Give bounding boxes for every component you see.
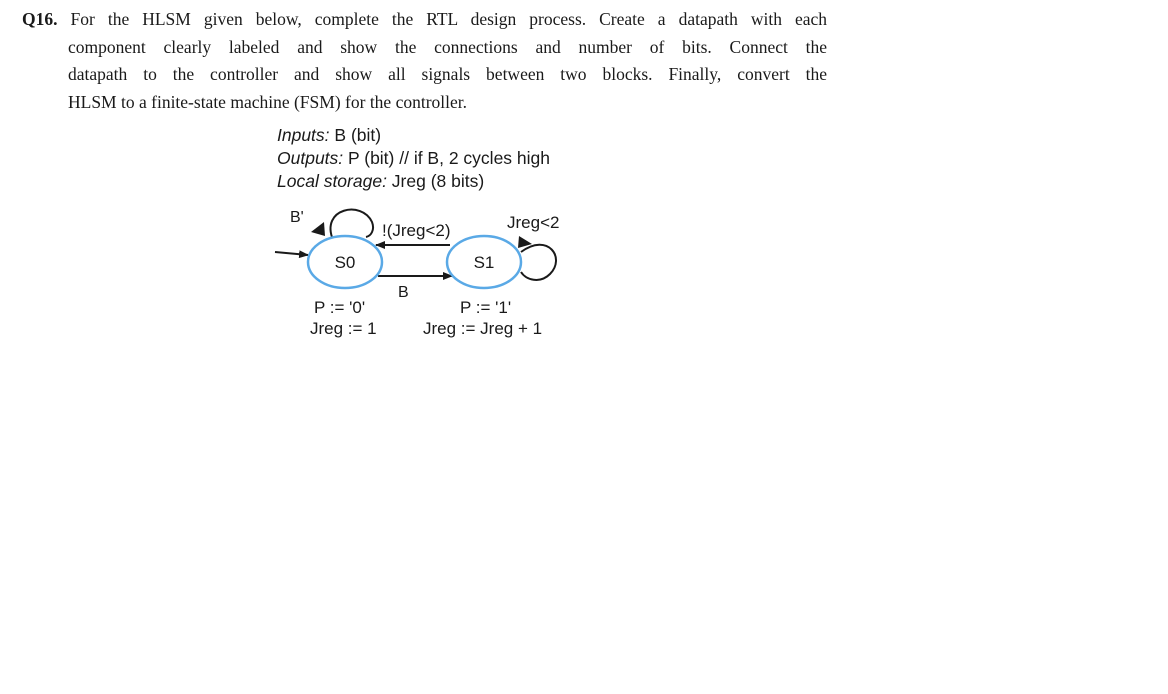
spec-storage-key: Local storage: — [277, 171, 387, 191]
question-line-3: datapath to the controller and show all signals between two blocks. Finally, convert the — [68, 64, 827, 84]
question-line-4: HLSM to a finite-state machine (FSM) for the controller. — [68, 91, 468, 112]
state-s1-label: S1 — [473, 253, 495, 272]
spec-inputs-value: B (bit) — [329, 125, 382, 145]
state-s0-label: S0 — [334, 253, 356, 272]
initial-state-arrow — [275, 252, 308, 255]
spec-storage-value: Jreg (8 bits) — [386, 171, 485, 191]
s0-action-jreg: Jreg := 1 — [310, 319, 377, 338]
question-line-1-text: For the HLSM given below, complete the RTL design process. Create a datapath with each — [70, 9, 828, 29]
s0-action-p: P := '0' — [314, 298, 366, 317]
spec-outputs-key: Outputs: — [277, 148, 344, 168]
question-number: Q16. — [22, 9, 58, 29]
label-b-prime: B' — [290, 209, 304, 226]
spec-inputs-key: Inputs: — [277, 125, 330, 145]
label-b: B — [398, 284, 409, 301]
s0-self-loop-arrowhead — [311, 222, 325, 236]
s1-self-loop — [521, 245, 556, 280]
spec-outputs-value: P (bit) // if B, 2 cycles high — [343, 148, 550, 168]
question-line-2: component clearly labeled and show the connections and number of bits. Connect the — [68, 36, 827, 57]
label-not-jreg-lt-2: !(Jreg<2) — [382, 221, 451, 240]
s1-action-jreg: Jreg := Jreg + 1 — [423, 319, 543, 338]
label-jreg-lt-2: Jreg<2 — [507, 213, 560, 232]
s1-action-p: P := '1' — [460, 298, 512, 317]
